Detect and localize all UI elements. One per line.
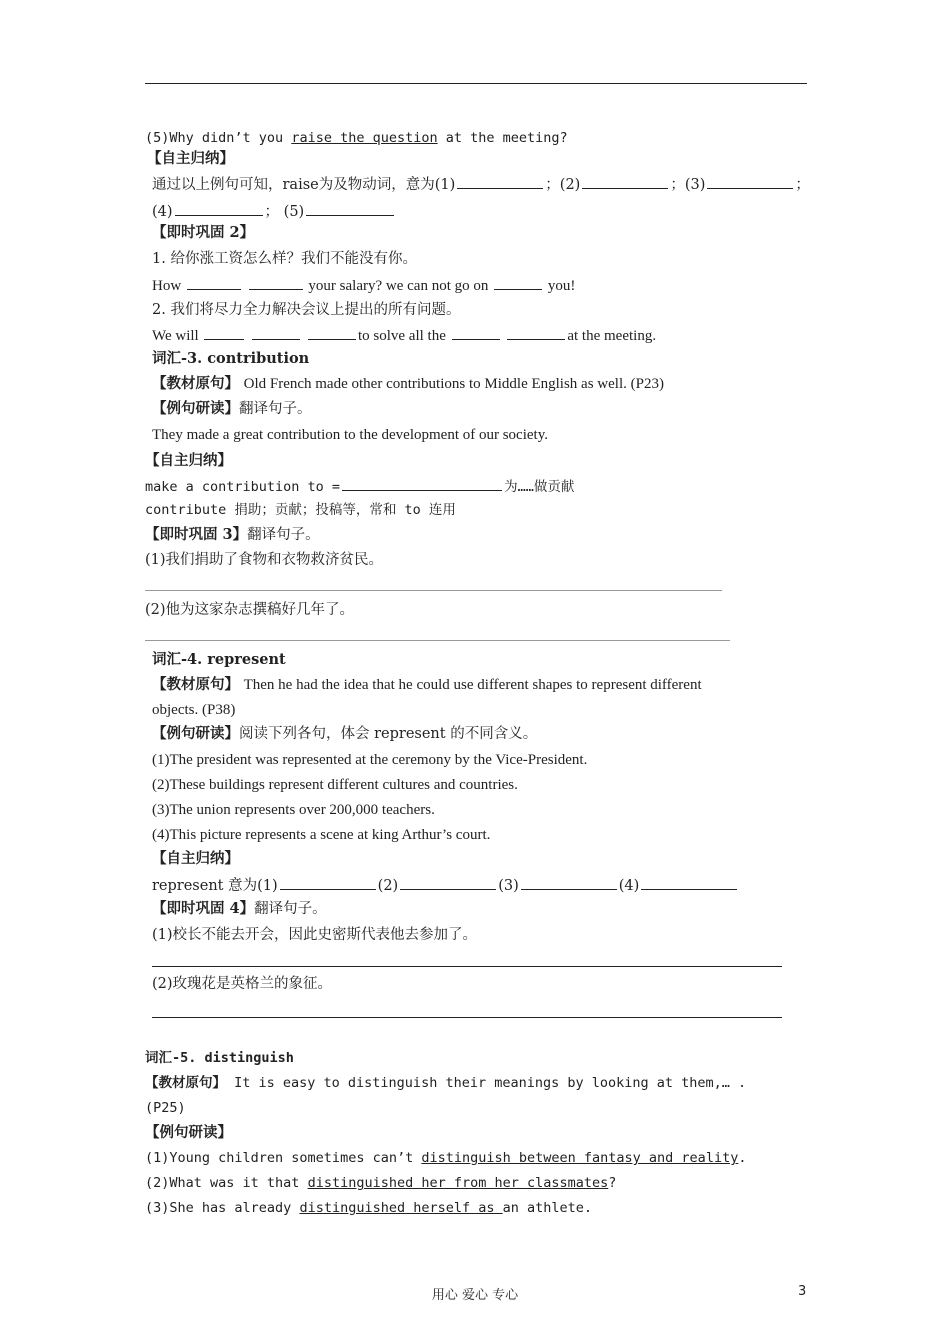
answer-blank bbox=[342, 476, 502, 491]
answer-blank bbox=[507, 325, 565, 340]
vocab-4-example-2: (2)These buildings represent different cultures and countries. bbox=[152, 777, 518, 793]
underlined-phrase: distinguish between fantasy and reality bbox=[421, 1150, 739, 1166]
vocab-4-summary-heading: 【自主归纳】 bbox=[152, 850, 239, 867]
raise-summary-line-2 bbox=[152, 201, 396, 222]
sentence-text: an athlete. bbox=[502, 1200, 593, 1216]
vocab-3-practice-item-1: (1)我们捐助了食物和衣物救济贫民。 bbox=[145, 552, 384, 568]
instruction: 翻译句子。 bbox=[254, 901, 327, 917]
label: 【例句研读】 bbox=[152, 725, 239, 742]
vocab-4-example-heading bbox=[152, 724, 537, 744]
vocab-3-example-heading bbox=[152, 399, 312, 419]
vocab-3-summary-line-1 bbox=[145, 476, 574, 497]
sentence-text: . bbox=[738, 1150, 747, 1166]
label: 【教材原句】 bbox=[152, 676, 239, 693]
practice-2-item-2-english bbox=[152, 325, 656, 346]
section-heading-summary: 【自主归纳】 bbox=[147, 150, 234, 167]
sentence-text: you! bbox=[547, 278, 576, 294]
header-rule bbox=[145, 83, 807, 84]
answer-blank bbox=[582, 174, 668, 189]
example-sentence-5 bbox=[145, 128, 568, 148]
blank-number: (2) bbox=[377, 878, 399, 894]
vocab-4-practice-item-1: (1)校长不能去开会，因此史密斯代表他去参加了。 bbox=[152, 927, 478, 943]
underlined-phrase: distinguished her from her classmates bbox=[307, 1175, 609, 1191]
vocab-4-practice-heading bbox=[152, 899, 327, 919]
answer-blank bbox=[175, 201, 263, 216]
sentence-text: Then he had the idea that he could use different shapes to represent different bbox=[243, 677, 702, 693]
sentence-text: It is easy to distinguish their meanings by looking at them,… . bbox=[226, 1075, 747, 1091]
summary-text: represent 意为 bbox=[152, 878, 258, 894]
underlined-phrase: distinguished herself as bbox=[299, 1200, 503, 1216]
answer-blank bbox=[641, 875, 737, 890]
answer-blank bbox=[252, 325, 300, 340]
underlined-phrase: raise the question bbox=[291, 130, 438, 146]
sentence-text: your salary? we can not go on bbox=[308, 278, 489, 294]
blank-number: (1) bbox=[434, 177, 456, 193]
sentence-text: (1)Young children sometimes can’t bbox=[145, 1150, 422, 1166]
answer-blank bbox=[249, 275, 303, 290]
answer-blank bbox=[452, 325, 500, 340]
answer-blank bbox=[308, 325, 356, 340]
vocab-5-title: 词汇-5. distinguish bbox=[145, 1050, 294, 1066]
separator: ； bbox=[545, 177, 560, 193]
sentence-text: We will bbox=[152, 328, 199, 344]
vocab-5-textbook-sentence-cont: (P25) bbox=[145, 1100, 186, 1116]
vocab-4-example-1: (1)The president was represented at the ceremony by the Vice-President. bbox=[152, 752, 588, 768]
sentence-text: How bbox=[152, 278, 182, 294]
label: 【教材原句】 bbox=[152, 375, 239, 392]
vocab-3-textbook-sentence bbox=[152, 374, 664, 394]
page-number: 3 bbox=[798, 1284, 807, 1299]
sentence-text: at the meeting? bbox=[437, 130, 568, 146]
vocab-5-example-3 bbox=[145, 1198, 592, 1218]
vocab-3-summary-heading: 【自主归纳】 bbox=[145, 452, 232, 469]
vocab-4-practice-item-2: (2)玫瑰花是英格兰的象征。 bbox=[152, 976, 333, 992]
practice-2-item-1-chinese: 1. 给你涨工资怎么样？我们不能没有你。 bbox=[152, 251, 417, 267]
practice-2-item-2-chinese: 2. 我们将尽力全力解决会议上提出的所有问题。 bbox=[152, 302, 461, 318]
answer-blank bbox=[457, 174, 543, 189]
label: 【即时巩固 3】 bbox=[145, 526, 248, 543]
answer-blank bbox=[306, 201, 394, 216]
answer-line bbox=[152, 1017, 782, 1018]
answer-line bbox=[152, 966, 782, 967]
answer-line bbox=[145, 590, 722, 591]
vocab-3-summary-line-2: contribute 捐助；贡献；投稿等，常和 to 连用 bbox=[145, 502, 456, 518]
page-footer: 用心 爱心 专心 bbox=[431, 1288, 519, 1303]
instruction: 翻译句子。 bbox=[239, 401, 312, 417]
vocab-4-title: 词汇-4. represent bbox=[152, 651, 286, 668]
blank-number: (5) bbox=[283, 204, 305, 220]
sentence-text: (3)She has already bbox=[145, 1200, 300, 1216]
vocab-4-example-3: (3)The union represents over 200,000 teachers. bbox=[152, 802, 435, 818]
sentence-text: ? bbox=[608, 1175, 617, 1191]
answer-blank bbox=[400, 875, 496, 890]
separator: ； bbox=[264, 204, 280, 220]
sentence-text: (5)Why didn’t you bbox=[145, 130, 292, 146]
sentence-text: (2)What was it that bbox=[145, 1175, 308, 1191]
answer-blank bbox=[707, 174, 793, 189]
vocab-4-summary-line bbox=[152, 875, 739, 896]
blank-number: (4) bbox=[618, 878, 640, 894]
sentence-text: Old French made other contributions to Middle English as well. (P23) bbox=[243, 376, 664, 392]
vocab-5-textbook-sentence bbox=[145, 1073, 746, 1093]
vocab-5-example-2 bbox=[145, 1173, 616, 1193]
answer-blank bbox=[494, 275, 542, 290]
practice-2-item-1-english bbox=[152, 275, 575, 296]
separator: ； bbox=[795, 177, 810, 193]
blank-number: (3) bbox=[684, 177, 706, 193]
instruction: 阅读下列各句，体会 represent 的不同含义。 bbox=[239, 726, 538, 742]
blank-number: (1) bbox=[257, 878, 278, 894]
vocab-4-textbook-sentence-cont: objects. (P38) bbox=[152, 702, 236, 718]
vocab-3-practice-item-2: (2)他为这家杂志撰稿好几年了。 bbox=[145, 602, 355, 618]
separator: ； bbox=[670, 177, 685, 193]
sentence-text: to solve all the bbox=[357, 328, 446, 344]
blank-number: (3) bbox=[498, 878, 519, 894]
vocab-3-title: 词汇-3. contribution bbox=[152, 350, 310, 367]
vocab-5-example-heading: 【例句研读】 bbox=[145, 1124, 232, 1141]
answer-blank bbox=[204, 325, 244, 340]
blank-number: (2) bbox=[559, 177, 581, 193]
label: 【教材原句】 bbox=[145, 1075, 226, 1091]
vocab-3-example-sentence: They made a great contribution to the development of our society. bbox=[152, 427, 548, 443]
vocab-3-practice-heading bbox=[145, 525, 320, 545]
instruction: 翻译句子。 bbox=[247, 527, 320, 543]
summary-text: 通过以上例句可知，raise为及物动词，意为 bbox=[152, 177, 435, 193]
vocab-4-example-4: (4)This picture represents a scene at king Arthur’s court. bbox=[152, 827, 491, 843]
answer-blank bbox=[521, 875, 617, 890]
section-heading-practice-2: 【即时巩固 2】 bbox=[152, 224, 255, 241]
label: 【即时巩固 4】 bbox=[152, 900, 255, 917]
raise-summary-line bbox=[152, 174, 810, 195]
vocab-5-example-1 bbox=[145, 1148, 746, 1168]
label: 【例句研读】 bbox=[152, 400, 239, 417]
vocab-4-textbook-sentence bbox=[152, 675, 702, 695]
answer-blank bbox=[280, 875, 376, 890]
answer-blank bbox=[187, 275, 241, 290]
summary-text: make a contribution to = bbox=[145, 479, 341, 495]
answer-line bbox=[145, 640, 730, 641]
summary-text: 为……做贡献 bbox=[504, 479, 575, 495]
blank-number: (4) bbox=[152, 204, 173, 220]
sentence-text: at the meeting. bbox=[567, 328, 657, 344]
